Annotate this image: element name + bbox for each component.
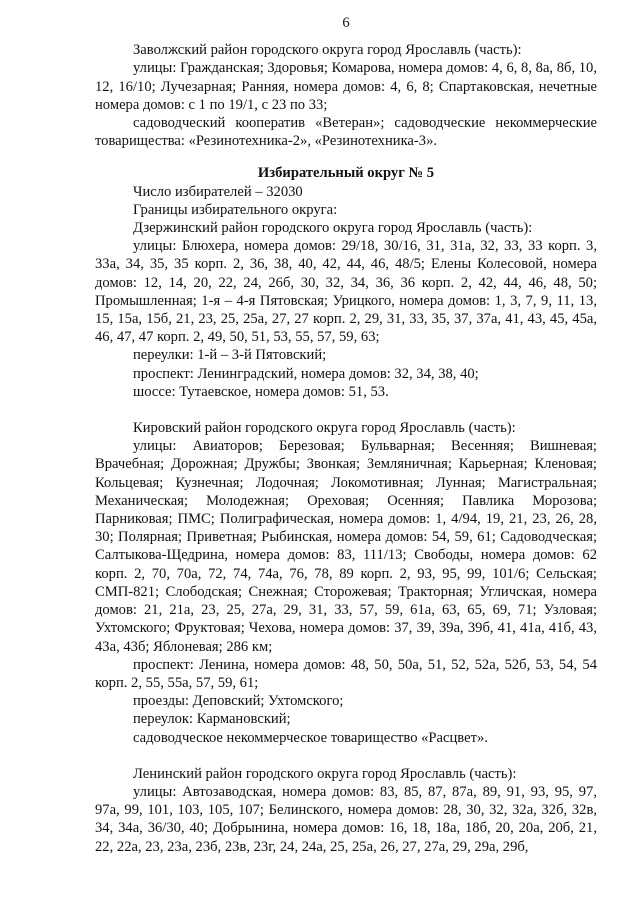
highway-dzerzhinsky: шоссе: Тутаевское, номера домов: 51, 53. [133, 383, 389, 400]
borders-label: Границы избирательного округа: [133, 201, 338, 218]
page-number: 6 [342, 15, 350, 31]
gardens-zavolzhsky: садоводческий кооператив «Ветеран»; садоводческие некоммерческие товарищества: «Резинотехника-2», «Резинотехника-3». [95, 115, 597, 150]
street-list-kirovsky: улицы: Авиаторов; Березовая; Бульварная; Весенняя; Вишневая; Врачебная; Дорожная; Дружбы; Звонкая; Земляничная; Карьерная; Кленовая; Кольцевая; Кузнечная; Лодочная; Локомотивная; Лунная; Магистральная; Механическая; Молодежная; Ореховая; Осенняя; Павлика Морозова; Парниковая; ПМС; Полиграфическая, номера домов: 1, 4/94, 19, 21, 23, 26, 28, 30; Полярная; Приветная; Рыбинская, номера домов: 54, 59, 61; Садоводческая; Салтыкова-Щедрина, номера домов: 83, 111/13; Свободы, номера домов: 62 корп. 2, 70, 70а, 72, 74, 74а, 76, 78, 89 корп. 2, 93, 95, 99, 101/6; Сельская; СМП-821; Слободская; Снежная; Сторожевая; Тракторная; Угличская, номера домов: 21, 21а, 23, 25, 27а, 29, 31, 33, 57, 59, 61а, 63, 65, 69, 71; Узловая; Ухтомского; Фруктовая; Чехова, номера домов: 37, 39, 39а, 39б, 41, 41а, 41б, 43, 43а, 43б; Яблоневая; 286 км; [95, 438, 597, 655]
spacer [95, 150, 597, 164]
prospect-dzerzhinsky: проспект: Ленинградский, номера домов: 32, 34, 38, 40; [133, 365, 479, 382]
garden-kirovsky: садоводческое некоммерческое товарищество «Расцвет». [133, 729, 488, 746]
district-title-kirovsky: Кировский район городского округа город Ярославль (часть): [133, 420, 516, 437]
district-title-dzerzhinsky: Дзержинский район городского округа город Ярославль (часть): [133, 220, 533, 237]
document-page [95, 14, 597, 856]
lanes-dzerzhinsky: переулки: 1-й – 3-й Пятовский; [133, 347, 327, 364]
street-list-leninsky: улицы: Автозаводская, номера домов: 83, 85, 87, 87а, 89, 91, 93, 95, 97, 97а, 99, 101, 103, 105, 107; Белинского, номера домов: 28, 30, 32, 32а, 32б, 32в, 34, 34а, 36/30, 40; Добрынина, номера домов: 16, 18, 18а, 18б, 20, 20а, 20б, 21, 22, 22а, 23, 23а, 23б, 23в, 23г, 24, 24а, 25, 25а, 26, 27, 27а, 29, 29а, 29б, [95, 783, 597, 855]
district-title-zavolzhsky: Заволжский район городского округа город Ярославль (часть): [133, 42, 522, 59]
street-list-zavolzhsky: улицы: Гражданская; Здоровья; Комарова, номера домов: 4, 6, 8, 8а, 8б, 10, 12, 16/10; Лучезарная; Ранняя, номера домов: 4, 6, 8; Спартаковская, нечетные номера домов: с 1 по 19/1, с 23 по 33; [95, 60, 597, 113]
spacer [95, 747, 597, 765]
street-list-dzerzhinsky: улицы: Блюхера, номера домов: 29/18, 30/16, 31, 31а, 32, 33, 33 корп. 3, 33а, 34, 35, 35 корп. 2, 36, 38, 40, 42, 44, 46, 48/5; Елены Колесовой, номера домов: 12, 14, 20, 22, 24, 26б, 30, 32, 34, 36, 36 корп. 2, 42, 44, 46, 48, 50; Промышленная; 1-я – 4-я Пятовская; Урицкого, номера домов: 1, 3, 7, 9, 11, 13, 15, 15а, 15б, 21, 23, 25, 25а, 27, 27 корп. 2, 29, 31, 33, 35, 37, 37а, 41, 43, 45, 45а, 46, 47, 47 корп. 2, 49, 50, 51, 53, 55, 57, 59, 63; [95, 238, 597, 346]
district-title-leninsky: Ленинский район городского округа город Ярославль (часть): [133, 765, 517, 782]
lane-kirovsky: переулок: Кармановский; [133, 711, 291, 728]
voters-count: Число избирателей – 32030 [133, 183, 303, 200]
passages-kirovsky: проезды: Деповский; Ухтомского; [133, 693, 344, 710]
prospect-kirovsky: проспект: Ленина, номера домов: 48, 50, 50а, 51, 52, 52а, 52б, 53, 54, 54 корп. 2, 55, 55а, 57, 59, 61; [95, 656, 597, 691]
spacer [95, 401, 597, 419]
okrug-heading: Избирательный округ № 5 [257, 165, 435, 182]
